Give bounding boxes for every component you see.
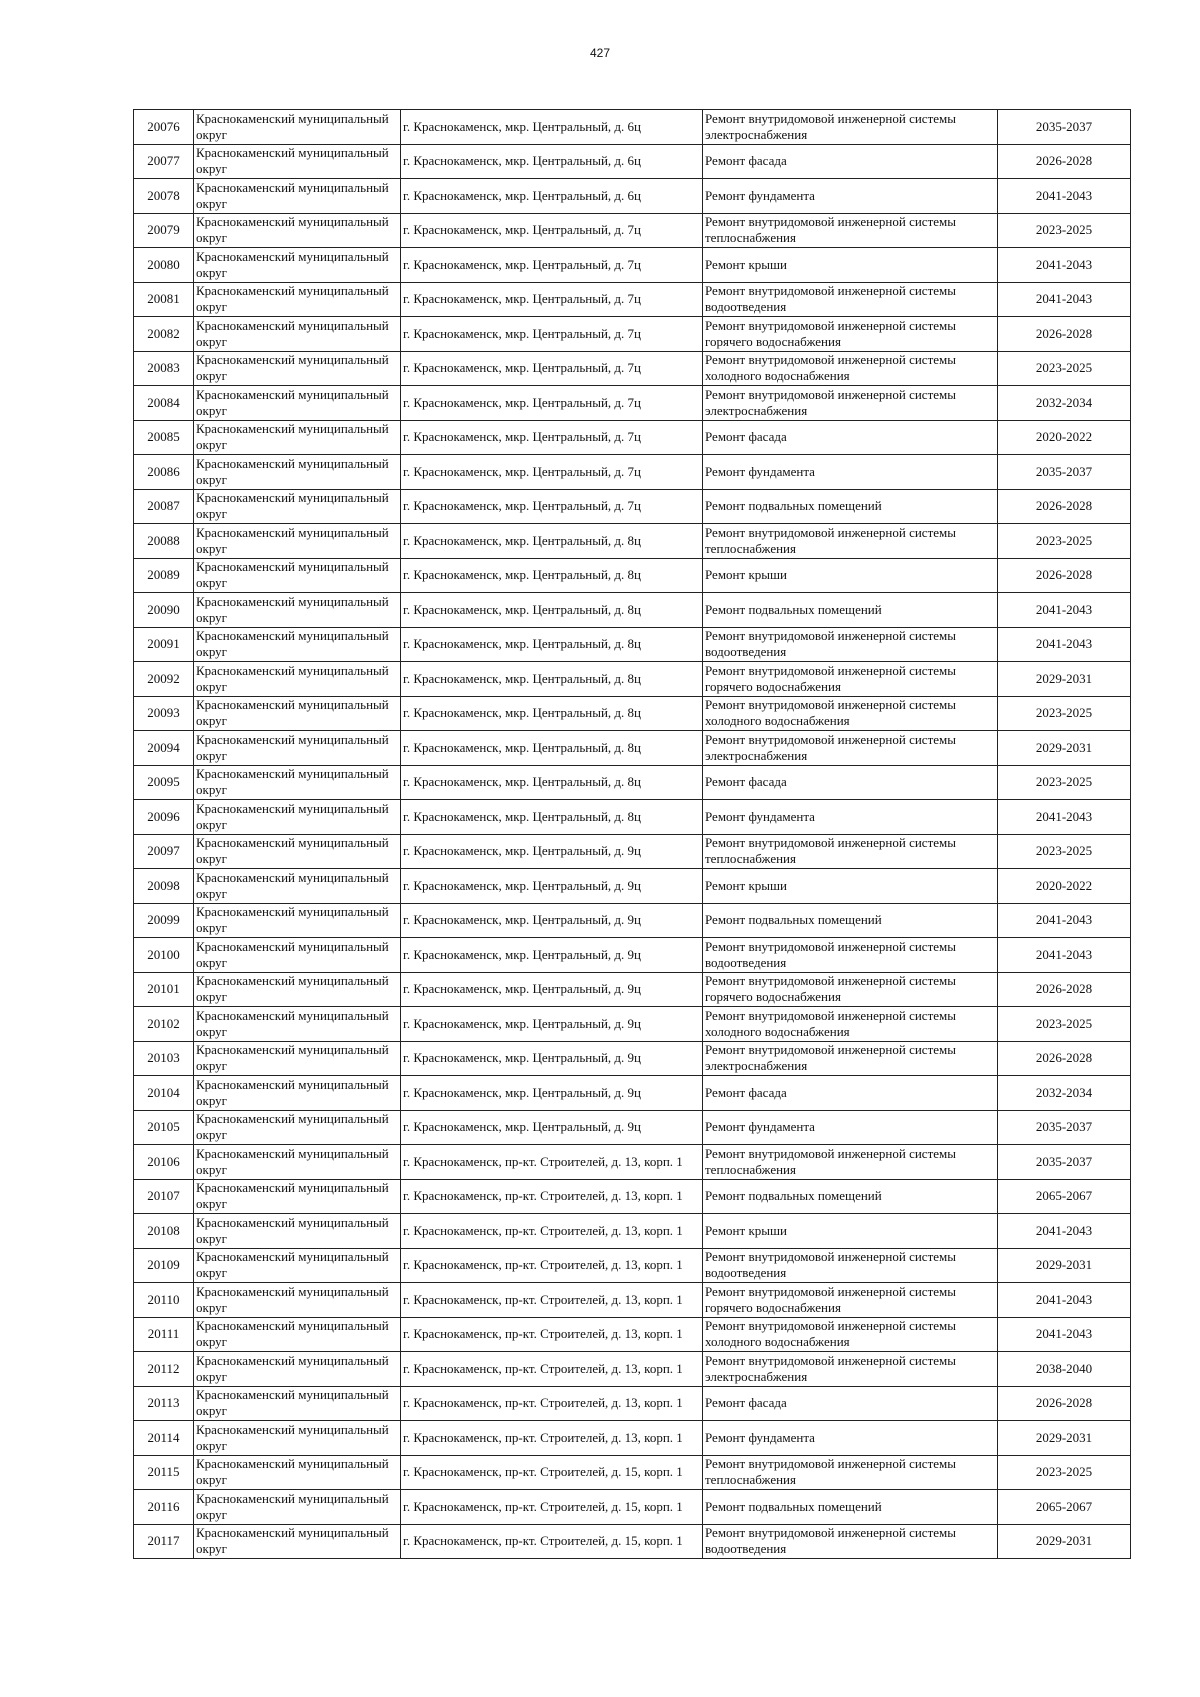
record-number-cell: 20105 <box>134 1110 194 1145</box>
work-type-cell: Ремонт внутридомовой инженерной системы холодного водоснабжения <box>703 1007 998 1042</box>
municipality-cell: Краснокаменский муниципальный округ <box>194 524 401 559</box>
record-number-cell: 20094 <box>134 731 194 766</box>
work-type-cell: Ремонт внутридомовой инженерной системы водоотведения <box>703 1524 998 1559</box>
municipality-cell: Краснокаменский муниципальный округ <box>194 1283 401 1318</box>
table-row <box>134 1110 1131 1145</box>
address-cell: г. Краснокаменск, пр-кт. Строителей, д. 13, корп. 1 <box>401 1248 703 1283</box>
record-number-cell: 20096 <box>134 800 194 835</box>
table-row <box>134 489 1131 524</box>
address-cell: г. Краснокаменск, мкр. Центральный, д. 7ц <box>401 420 703 455</box>
record-number-cell: 20116 <box>134 1490 194 1525</box>
record-number-cell: 20115 <box>134 1455 194 1490</box>
record-number-cell: 20103 <box>134 1041 194 1076</box>
work-type-cell: Ремонт внутридомовой инженерной системы электроснабжения <box>703 1352 998 1387</box>
work-type-cell: Ремонт внутридомовой инженерной системы электроснабжения <box>703 1041 998 1076</box>
work-type-cell: Ремонт внутридомовой инженерной системы горячего водоснабжения <box>703 317 998 352</box>
municipality-cell: Краснокаменский муниципальный округ <box>194 972 401 1007</box>
municipality-cell: Краснокаменский муниципальный округ <box>194 248 401 283</box>
municipality-cell: Краснокаменский муниципальный округ <box>194 765 401 800</box>
work-type-cell: Ремонт внутридомовой инженерной системы водоотведения <box>703 282 998 317</box>
municipality-cell: Краснокаменский муниципальный округ <box>194 1248 401 1283</box>
period-cell: 2023-2025 <box>998 696 1131 731</box>
period-cell: 2041-2043 <box>998 1214 1131 1249</box>
municipality-cell: Краснокаменский муниципальный округ <box>194 1352 401 1387</box>
period-cell: 2041-2043 <box>998 1317 1131 1352</box>
address-cell: г. Краснокаменск, пр-кт. Строителей, д. 13, корп. 1 <box>401 1145 703 1180</box>
municipality-cell: Краснокаменский муниципальный округ <box>194 351 401 386</box>
address-cell: г. Краснокаменск, пр-кт. Строителей, д. 13, корп. 1 <box>401 1283 703 1318</box>
table-row <box>134 1283 1131 1318</box>
period-cell: 2065-2067 <box>998 1490 1131 1525</box>
table-row <box>134 938 1131 973</box>
municipality-cell: Краснокаменский муниципальный округ <box>194 317 401 352</box>
table-row <box>134 1248 1131 1283</box>
period-cell: 2026-2028 <box>998 1041 1131 1076</box>
period-cell: 2035-2037 <box>998 455 1131 490</box>
address-cell: г. Краснокаменск, мкр. Центральный, д. 8ц <box>401 696 703 731</box>
municipality-cell: Краснокаменский муниципальный округ <box>194 1076 401 1111</box>
period-cell: 2020-2022 <box>998 869 1131 904</box>
table-row <box>134 351 1131 386</box>
period-cell: 2041-2043 <box>998 1283 1131 1318</box>
table-row <box>134 731 1131 766</box>
address-cell: г. Краснокаменск, мкр. Центральный, д. 9ц <box>401 938 703 973</box>
work-type-cell: Ремонт внутридомовой инженерной системы теплоснабжения <box>703 834 998 869</box>
municipality-cell: Краснокаменский муниципальный округ <box>194 1524 401 1559</box>
table-row <box>134 1007 1131 1042</box>
address-cell: г. Краснокаменск, пр-кт. Строителей, д. 13, корп. 1 <box>401 1352 703 1387</box>
record-number-cell: 20113 <box>134 1386 194 1421</box>
work-type-cell: Ремонт внутридомовой инженерной системы теплоснабжения <box>703 213 998 248</box>
municipality-cell: Краснокаменский муниципальный округ <box>194 144 401 179</box>
table-row <box>134 800 1131 835</box>
repair-schedule-table <box>133 109 1131 1559</box>
table-row <box>134 627 1131 662</box>
period-cell: 2026-2028 <box>998 317 1131 352</box>
municipality-cell: Краснокаменский муниципальный округ <box>194 455 401 490</box>
municipality-cell: Краснокаменский муниципальный округ <box>194 1386 401 1421</box>
table-row <box>134 1214 1131 1249</box>
table-row <box>134 696 1131 731</box>
table-row <box>134 1386 1131 1421</box>
municipality-cell: Краснокаменский муниципальный округ <box>194 1179 401 1214</box>
municipality-cell: Краснокаменский муниципальный округ <box>194 1421 401 1456</box>
address-cell: г. Краснокаменск, мкр. Центральный, д. 7ц <box>401 455 703 490</box>
work-type-cell: Ремонт внутридомовой инженерной системы водоотведения <box>703 938 998 973</box>
work-type-cell: Ремонт фундамента <box>703 1110 998 1145</box>
work-type-cell: Ремонт внутридомовой инженерной системы горячего водоснабжения <box>703 972 998 1007</box>
municipality-cell: Краснокаменский муниципальный округ <box>194 627 401 662</box>
period-cell: 2023-2025 <box>998 351 1131 386</box>
period-cell: 2029-2031 <box>998 662 1131 697</box>
table-row <box>134 144 1131 179</box>
work-type-cell: Ремонт внутридомовой инженерной системы водоотведения <box>703 627 998 662</box>
work-type-cell: Ремонт подвальных помещений <box>703 489 998 524</box>
municipality-cell: Краснокаменский муниципальный округ <box>194 834 401 869</box>
table-row <box>134 558 1131 593</box>
address-cell: г. Краснокаменск, мкр. Центральный, д. 6ц <box>401 110 703 145</box>
work-type-cell: Ремонт фундамента <box>703 800 998 835</box>
address-cell: г. Краснокаменск, мкр. Центральный, д. 7ц <box>401 351 703 386</box>
record-number-cell: 20077 <box>134 144 194 179</box>
record-number-cell: 20087 <box>134 489 194 524</box>
period-cell: 2041-2043 <box>998 800 1131 835</box>
period-cell: 2041-2043 <box>998 593 1131 628</box>
municipality-cell: Краснокаменский муниципальный округ <box>194 1214 401 1249</box>
record-number-cell: 20090 <box>134 593 194 628</box>
record-number-cell: 20112 <box>134 1352 194 1387</box>
period-cell: 2041-2043 <box>998 179 1131 214</box>
address-cell: г. Краснокаменск, мкр. Центральный, д. 6ц <box>401 179 703 214</box>
table-row <box>134 662 1131 697</box>
work-type-cell: Ремонт внутридомовой инженерной системы водоотведения <box>703 1248 998 1283</box>
table-row <box>134 179 1131 214</box>
address-cell: г. Краснокаменск, мкр. Центральный, д. 9ц <box>401 869 703 904</box>
table-row <box>134 110 1131 145</box>
work-type-cell: Ремонт фасада <box>703 1076 998 1111</box>
period-cell: 2026-2028 <box>998 972 1131 1007</box>
address-cell: г. Краснокаменск, мкр. Центральный, д. 9ц <box>401 903 703 938</box>
period-cell: 2026-2028 <box>998 144 1131 179</box>
work-type-cell: Ремонт крыши <box>703 1214 998 1249</box>
address-cell: г. Краснокаменск, мкр. Центральный, д. 7ц <box>401 248 703 283</box>
table-row <box>134 524 1131 559</box>
work-type-cell: Ремонт крыши <box>703 248 998 283</box>
municipality-cell: Краснокаменский муниципальный округ <box>194 558 401 593</box>
period-cell: 2035-2037 <box>998 1145 1131 1180</box>
table-row <box>134 834 1131 869</box>
work-type-cell: Ремонт внутридомовой инженерной системы горячего водоснабжения <box>703 662 998 697</box>
address-cell: г. Краснокаменск, мкр. Центральный, д. 9ц <box>401 1041 703 1076</box>
record-number-cell: 20117 <box>134 1524 194 1559</box>
record-number-cell: 20111 <box>134 1317 194 1352</box>
address-cell: г. Краснокаменск, мкр. Центральный, д. 8ц <box>401 662 703 697</box>
address-cell: г. Краснокаменск, мкр. Центральный, д. 7ц <box>401 386 703 421</box>
period-cell: 2038-2040 <box>998 1352 1131 1387</box>
record-number-cell: 20076 <box>134 110 194 145</box>
table-row <box>134 869 1131 904</box>
table-row <box>134 972 1131 1007</box>
municipality-cell: Краснокаменский муниципальный округ <box>194 938 401 973</box>
work-type-cell: Ремонт подвальных помещений <box>703 1490 998 1525</box>
record-number-cell: 20100 <box>134 938 194 973</box>
table-row <box>134 1317 1131 1352</box>
work-type-cell: Ремонт фасада <box>703 765 998 800</box>
work-type-cell: Ремонт фасада <box>703 1386 998 1421</box>
table-row <box>134 455 1131 490</box>
municipality-cell: Краснокаменский муниципальный округ <box>194 213 401 248</box>
record-number-cell: 20083 <box>134 351 194 386</box>
address-cell: г. Краснокаменск, пр-кт. Строителей, д. 13, корп. 1 <box>401 1179 703 1214</box>
table-row <box>134 1352 1131 1387</box>
address-cell: г. Краснокаменск, пр-кт. Строителей, д. 15, корп. 1 <box>401 1524 703 1559</box>
address-cell: г. Краснокаменск, мкр. Центральный, д. 6ц <box>401 144 703 179</box>
municipality-cell: Краснокаменский муниципальный округ <box>194 1110 401 1145</box>
municipality-cell: Краснокаменский муниципальный округ <box>194 800 401 835</box>
period-cell: 2035-2037 <box>998 110 1131 145</box>
table-row <box>134 1455 1131 1490</box>
municipality-cell: Краснокаменский муниципальный округ <box>194 179 401 214</box>
period-cell: 2026-2028 <box>998 558 1131 593</box>
record-number-cell: 20095 <box>134 765 194 800</box>
municipality-cell: Краснокаменский муниципальный округ <box>194 696 401 731</box>
work-type-cell: Ремонт крыши <box>703 869 998 904</box>
table-row <box>134 213 1131 248</box>
period-cell: 2029-2031 <box>998 1421 1131 1456</box>
record-number-cell: 20097 <box>134 834 194 869</box>
period-cell: 2041-2043 <box>998 903 1131 938</box>
record-number-cell: 20110 <box>134 1283 194 1318</box>
address-cell: г. Краснокаменск, мкр. Центральный, д. 8ц <box>401 627 703 662</box>
record-number-cell: 20106 <box>134 1145 194 1180</box>
record-number-cell: 20101 <box>134 972 194 1007</box>
work-type-cell: Ремонт внутридомовой инженерной системы электроснабжения <box>703 731 998 766</box>
table-row <box>134 248 1131 283</box>
table-row <box>134 386 1131 421</box>
record-number-cell: 20114 <box>134 1421 194 1456</box>
address-cell: г. Краснокаменск, мкр. Центральный, д. 8ц <box>401 800 703 835</box>
record-number-cell: 20093 <box>134 696 194 731</box>
address-cell: г. Краснокаменск, пр-кт. Строителей, д. 15, корп. 1 <box>401 1455 703 1490</box>
work-type-cell: Ремонт фундамента <box>703 455 998 490</box>
address-cell: г. Краснокаменск, мкр. Центральный, д. 7ц <box>401 213 703 248</box>
period-cell: 2041-2043 <box>998 282 1131 317</box>
table-row <box>134 420 1131 455</box>
municipality-cell: Краснокаменский муниципальный округ <box>194 1007 401 1042</box>
address-cell: г. Краснокаменск, мкр. Центральный, д. 9ц <box>401 1076 703 1111</box>
address-cell: г. Краснокаменск, пр-кт. Строителей, д. 13, корп. 1 <box>401 1421 703 1456</box>
period-cell: 2065-2067 <box>998 1179 1131 1214</box>
record-number-cell: 20088 <box>134 524 194 559</box>
municipality-cell: Краснокаменский муниципальный округ <box>194 1490 401 1525</box>
municipality-cell: Краснокаменский муниципальный округ <box>194 593 401 628</box>
period-cell: 2026-2028 <box>998 1386 1131 1421</box>
period-cell: 2026-2028 <box>998 489 1131 524</box>
address-cell: г. Краснокаменск, мкр. Центральный, д. 9ц <box>401 1110 703 1145</box>
record-number-cell: 20099 <box>134 903 194 938</box>
municipality-cell: Краснокаменский муниципальный округ <box>194 1317 401 1352</box>
period-cell: 2023-2025 <box>998 213 1131 248</box>
municipality-cell: Краснокаменский муниципальный округ <box>194 903 401 938</box>
work-type-cell: Ремонт внутридомовой инженерной системы холодного водоснабжения <box>703 351 998 386</box>
work-type-cell: Ремонт внутридомовой инженерной системы теплоснабжения <box>703 1145 998 1180</box>
period-cell: 2041-2043 <box>998 248 1131 283</box>
period-cell: 2035-2037 <box>998 1110 1131 1145</box>
work-type-cell: Ремонт крыши <box>703 558 998 593</box>
work-type-cell: Ремонт внутридомовой инженерной системы теплоснабжения <box>703 1455 998 1490</box>
record-number-cell: 20082 <box>134 317 194 352</box>
record-number-cell: 20107 <box>134 1179 194 1214</box>
work-type-cell: Ремонт фасада <box>703 144 998 179</box>
table-row <box>134 1179 1131 1214</box>
period-cell: 2032-2034 <box>998 386 1131 421</box>
address-cell: г. Краснокаменск, пр-кт. Строителей, д. 13, корп. 1 <box>401 1214 703 1249</box>
work-type-cell: Ремонт подвальных помещений <box>703 1179 998 1214</box>
period-cell: 2041-2043 <box>998 938 1131 973</box>
work-type-cell: Ремонт фундамента <box>703 1421 998 1456</box>
table-body <box>134 110 1131 1559</box>
work-type-cell: Ремонт подвальных помещений <box>703 903 998 938</box>
table-row <box>134 282 1131 317</box>
table-row <box>134 317 1131 352</box>
municipality-cell: Краснокаменский муниципальный округ <box>194 489 401 524</box>
record-number-cell: 20086 <box>134 455 194 490</box>
table-row <box>134 903 1131 938</box>
period-cell: 2023-2025 <box>998 1455 1131 1490</box>
work-type-cell: Ремонт внутридомовой инженерной системы холодного водоснабжения <box>703 1317 998 1352</box>
period-cell: 2029-2031 <box>998 731 1131 766</box>
address-cell: г. Краснокаменск, мкр. Центральный, д. 9ц <box>401 834 703 869</box>
record-number-cell: 20079 <box>134 213 194 248</box>
address-cell: г. Краснокаменск, пр-кт. Строителей, д. 13, корп. 1 <box>401 1386 703 1421</box>
municipality-cell: Краснокаменский муниципальный округ <box>194 731 401 766</box>
record-number-cell: 20091 <box>134 627 194 662</box>
address-cell: г. Краснокаменск, мкр. Центральный, д. 7ц <box>401 317 703 352</box>
work-type-cell: Ремонт подвальных помещений <box>703 593 998 628</box>
table-row <box>134 1145 1131 1180</box>
table-row <box>134 1524 1131 1559</box>
period-cell: 2023-2025 <box>998 765 1131 800</box>
record-number-cell: 20108 <box>134 1214 194 1249</box>
record-number-cell: 20109 <box>134 1248 194 1283</box>
work-type-cell: Ремонт внутридомовой инженерной системы теплоснабжения <box>703 524 998 559</box>
record-number-cell: 20081 <box>134 282 194 317</box>
municipality-cell: Краснокаменский муниципальный округ <box>194 662 401 697</box>
address-cell: г. Краснокаменск, мкр. Центральный, д. 8ц <box>401 558 703 593</box>
period-cell: 2023-2025 <box>998 524 1131 559</box>
address-cell: г. Краснокаменск, пр-кт. Строителей, д. 15, корп. 1 <box>401 1490 703 1525</box>
municipality-cell: Краснокаменский муниципальный округ <box>194 1041 401 1076</box>
record-number-cell: 20084 <box>134 386 194 421</box>
address-cell: г. Краснокаменск, мкр. Центральный, д. 7ц <box>401 282 703 317</box>
period-cell: 2023-2025 <box>998 834 1131 869</box>
period-cell: 2020-2022 <box>998 420 1131 455</box>
period-cell: 2023-2025 <box>998 1007 1131 1042</box>
table-row <box>134 593 1131 628</box>
municipality-cell: Краснокаменский муниципальный округ <box>194 110 401 145</box>
table-row <box>134 1041 1131 1076</box>
record-number-cell: 20104 <box>134 1076 194 1111</box>
work-type-cell: Ремонт внутридомовой инженерной системы электроснабжения <box>703 386 998 421</box>
table-row <box>134 1076 1131 1111</box>
record-number-cell: 20089 <box>134 558 194 593</box>
table-row <box>134 765 1131 800</box>
record-number-cell: 20102 <box>134 1007 194 1042</box>
address-cell: г. Краснокаменск, мкр. Центральный, д. 7ц <box>401 489 703 524</box>
municipality-cell: Краснокаменский муниципальный округ <box>194 282 401 317</box>
record-number-cell: 20098 <box>134 869 194 904</box>
period-cell: 2029-2031 <box>998 1524 1131 1559</box>
period-cell: 2029-2031 <box>998 1248 1131 1283</box>
address-cell: г. Краснокаменск, мкр. Центральный, д. 9ц <box>401 1007 703 1042</box>
table-row <box>134 1421 1131 1456</box>
work-type-cell: Ремонт фасада <box>703 420 998 455</box>
address-cell: г. Краснокаменск, мкр. Центральный, д. 8ц <box>401 593 703 628</box>
period-cell: 2032-2034 <box>998 1076 1131 1111</box>
municipality-cell: Краснокаменский муниципальный округ <box>194 869 401 904</box>
municipality-cell: Краснокаменский муниципальный округ <box>194 1145 401 1180</box>
municipality-cell: Краснокаменский муниципальный округ <box>194 1455 401 1490</box>
period-cell: 2041-2043 <box>998 627 1131 662</box>
address-cell: г. Краснокаменск, мкр. Центральный, д. 8ц <box>401 731 703 766</box>
page-number: 427 <box>589 46 611 60</box>
address-cell: г. Краснокаменск, мкр. Центральный, д. 8ц <box>401 765 703 800</box>
work-type-cell: Ремонт внутридомовой инженерной системы холодного водоснабжения <box>703 696 998 731</box>
municipality-cell: Краснокаменский муниципальный округ <box>194 386 401 421</box>
address-cell: г. Краснокаменск, пр-кт. Строителей, д. 13, корп. 1 <box>401 1317 703 1352</box>
address-cell: г. Краснокаменск, мкр. Центральный, д. 9ц <box>401 972 703 1007</box>
address-cell: г. Краснокаменск, мкр. Центральный, д. 8ц <box>401 524 703 559</box>
record-number-cell: 20080 <box>134 248 194 283</box>
work-type-cell: Ремонт внутридомовой инженерной системы горячего водоснабжения <box>703 1283 998 1318</box>
record-number-cell: 20078 <box>134 179 194 214</box>
work-type-cell: Ремонт фундамента <box>703 179 998 214</box>
work-type-cell: Ремонт внутридомовой инженерной системы электроснабжения <box>703 110 998 145</box>
municipality-cell: Краснокаменский муниципальный округ <box>194 420 401 455</box>
record-number-cell: 20085 <box>134 420 194 455</box>
record-number-cell: 20092 <box>134 662 194 697</box>
table-row <box>134 1490 1131 1525</box>
